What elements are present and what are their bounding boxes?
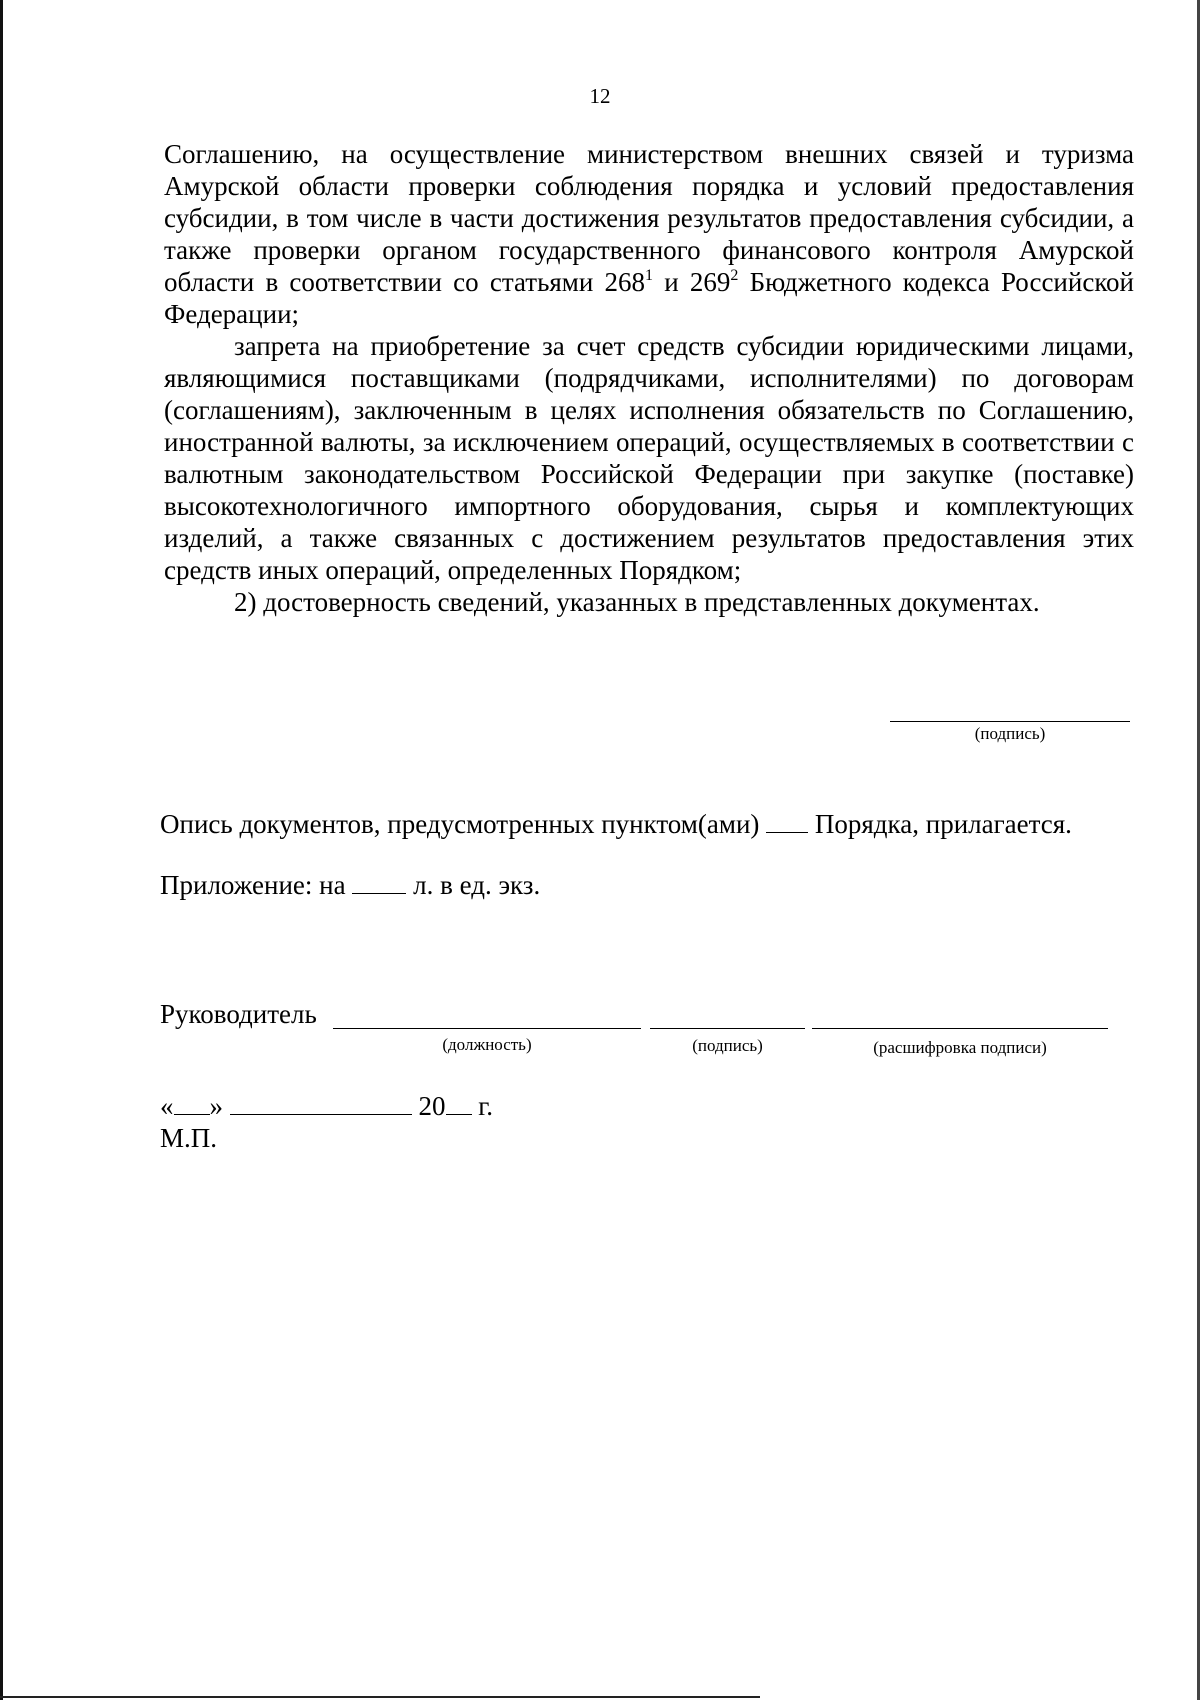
date-year-field[interactable] <box>446 1092 472 1115</box>
appendix-blank-field[interactable] <box>352 871 406 894</box>
caption-signature: (подпись) <box>692 1036 763 1055</box>
appendix-line <box>160 869 540 901</box>
director-position-field[interactable] <box>333 1028 641 1029</box>
inventory-line <box>160 808 1072 840</box>
date-day-field[interactable] <box>174 1092 210 1115</box>
superscript-2: 2 <box>730 267 739 284</box>
signature-caption: (подпись) <box>974 724 1046 743</box>
document-body <box>164 138 1134 618</box>
paragraph-1-text: Соглашению, на осуществление министерством внешних связей и туризма Амурской области проверки соблюдения порядка и условий предоставления субсидии, в том числе в части достижения результатов предоставления субсидии, а также проверки органом государственного финансового контроля Амурской области в соответствии со статьями 268 <box>164 139 1134 297</box>
caption-decoding: (расшифровка подписи) <box>873 1038 1047 1057</box>
paragraph-2: запрета на приобретение за счет средств субсидии юридическими лицами, являющимися поставщиками (подрядчиками, исполнителями) по договорам (соглашениям), заключенным в целях исполнения обязательств по Соглашению, иностранной валюты, за исключением операций, осуществляемых в соответствии с валютным законодательством Российской Федерации при закупке (поставке) высокотехнологичного импортного оборудования, сырья и комплектующих изделий, а также связанных с достижением результатов предоставления этих средств иных операций, определенных Порядком; <box>164 331 1134 585</box>
caption-position: (должность) <box>442 1035 532 1054</box>
paragraph-1 <box>164 138 1134 330</box>
director-decoding-field[interactable] <box>812 1028 1108 1029</box>
inventory-blank-field[interactable] <box>766 810 808 833</box>
page-edge-bottom <box>0 1696 760 1698</box>
date-month-field[interactable] <box>230 1092 412 1115</box>
page-edge-left <box>0 0 3 1700</box>
date-year-suffix: г. <box>471 1091 494 1121</box>
paragraph-1-text-end: Бюджетного кодекса Российской Федерации; <box>164 267 1135 329</box>
signature-line[interactable] <box>890 721 1130 722</box>
date-year-prefix: 20 <box>418 1091 446 1121</box>
page-number: 12 <box>589 84 611 108</box>
paragraph-1-text-mid: и 269 <box>653 267 731 297</box>
date-close-quote: » <box>209 1091 223 1121</box>
director-label: Руководитель <box>160 999 317 1029</box>
date-open-quote: « <box>160 1091 174 1121</box>
date-line <box>160 1090 493 1122</box>
appendix-text-after: л. в ед. экз. <box>406 870 541 900</box>
director-signature-field[interactable] <box>650 1028 805 1029</box>
superscript-1: 1 <box>645 267 654 284</box>
stamp-place: М.П. <box>160 1123 218 1153</box>
inventory-text-after: Порядка, прилагается. <box>808 809 1072 839</box>
paragraph-3: 2) достоверность сведений, указанных в представленных документах. <box>234 587 1040 617</box>
inventory-text-before: Опись документов, предусмотренных пунктом(ами) <box>160 809 767 839</box>
appendix-text-before: Приложение: на <box>160 870 353 900</box>
